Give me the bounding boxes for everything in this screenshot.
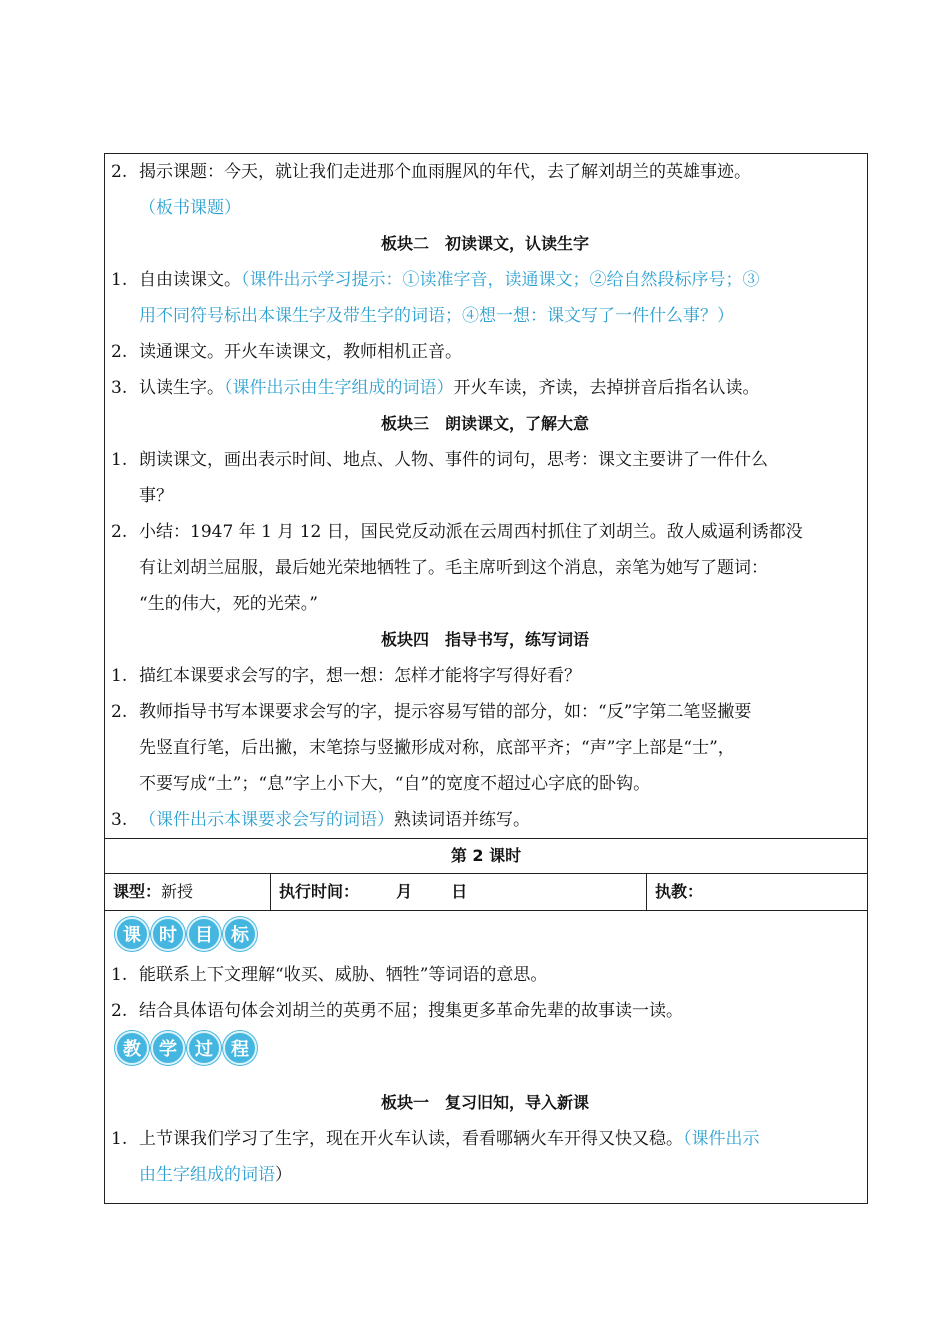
list-item: 1. 上节课我们学习了生字，现在开火车认读，看看哪辆火车开得又快又稳。（课件出示 由生字组成的词语） [111, 1129, 760, 1185]
teacher-cell: 执教： [655, 882, 704, 901]
badge-char: 程 [223, 1031, 257, 1065]
block2-heading: 板块二 初读课文，认读生字 [380, 234, 589, 253]
goals-section [105, 955, 867, 1029]
lesson2-title: 第 2 课时 [105, 838, 867, 873]
list-item: 3. 认读生字。（课件出示由生字组成的词语）开火车读，齐读，去掉拼音后指名认读。 [111, 378, 760, 398]
badge-char: 过 [187, 1031, 221, 1065]
lesson-plan-table [104, 153, 868, 1204]
list-item: 1. 能联系上下文理解“收买、威胁、牺牲”等词语的意思。 [111, 965, 548, 985]
lesson-goals-badge [105, 911, 867, 955]
list-item: 1. 朗读课文，画出表示时间、地点、人物、事件的词句，思考：课文主要讲了一件什么 事？ [111, 450, 768, 506]
list-item: 2. 揭示课题：今天，就让我们走进那个血雨腥风的年代，去了解刘胡兰的英雄事迹。 （板书课题） [111, 162, 751, 218]
list-item: 2. 小结：1947 年 1 月 12 日，国民党反动派在云周西村抓住了刘胡兰。敌人威逼利诱都没 有让刘胡兰屈服，最后她光荣地牺牲了。毛主席听到这个消息，亲笔为她写了题词： “生的伟大，死的光荣。” [111, 522, 803, 614]
badge-char: 目 [187, 917, 221, 951]
badge-char: 学 [151, 1031, 185, 1065]
list-item: 3. （课件出示本课要求会写的词语）熟读词语并练写。 [111, 810, 530, 830]
list-item: 1. 自由读课文。（课件出示学习提示：①读准字音，读通课文；②给自然段标序号；③ 用不同符号标出本课生字及带生字的词语；④想一想：课文写了一件什么事？） [111, 270, 760, 326]
badge-char: 课 [115, 917, 149, 951]
teaching-process-badge [105, 1029, 867, 1069]
list-item: 2. 教师指导书写本课要求会写的字，提示容易写错的部分，如：“反”字第二笔竖撇要 先竖直行笔，后出撇，末笔捺与竖撇形成对称，底部平齐；“声”字上部是“士”， 不要写成“土”；“息”字上小下大，“自”的宽度不超过心字底的卧钩。 [111, 702, 752, 794]
block4-heading: 板块四 指导书写，练写词语 [380, 630, 589, 649]
badge-char: 时 [151, 917, 185, 951]
lesson-meta-row [105, 873, 867, 911]
exec-time-cell: 执行时间： 月 日 [271, 874, 647, 910]
process-section [105, 1069, 867, 1203]
block3-heading: 板块三 朗读课文，了解大意 [380, 414, 589, 433]
list-item: 2. 读通课文。开火车读课文，教师相机正音。 [111, 342, 462, 362]
first-section [105, 154, 867, 838]
badge-char: 标 [223, 917, 257, 951]
badge-char: 教 [115, 1031, 149, 1065]
list-item: 2. 结合具体语句体会刘胡兰的英勇不屈；搜集更多革命先辈的故事读一读。 [111, 1001, 683, 1021]
list-item: 1. 描红本课要求会写的字，想一想：怎样才能将字写得好看？ [111, 666, 581, 686]
process-block1-heading: 板块一 复习旧知，导入新课 [380, 1093, 589, 1112]
lesson-type-cell: 课型：新授 [105, 874, 271, 910]
